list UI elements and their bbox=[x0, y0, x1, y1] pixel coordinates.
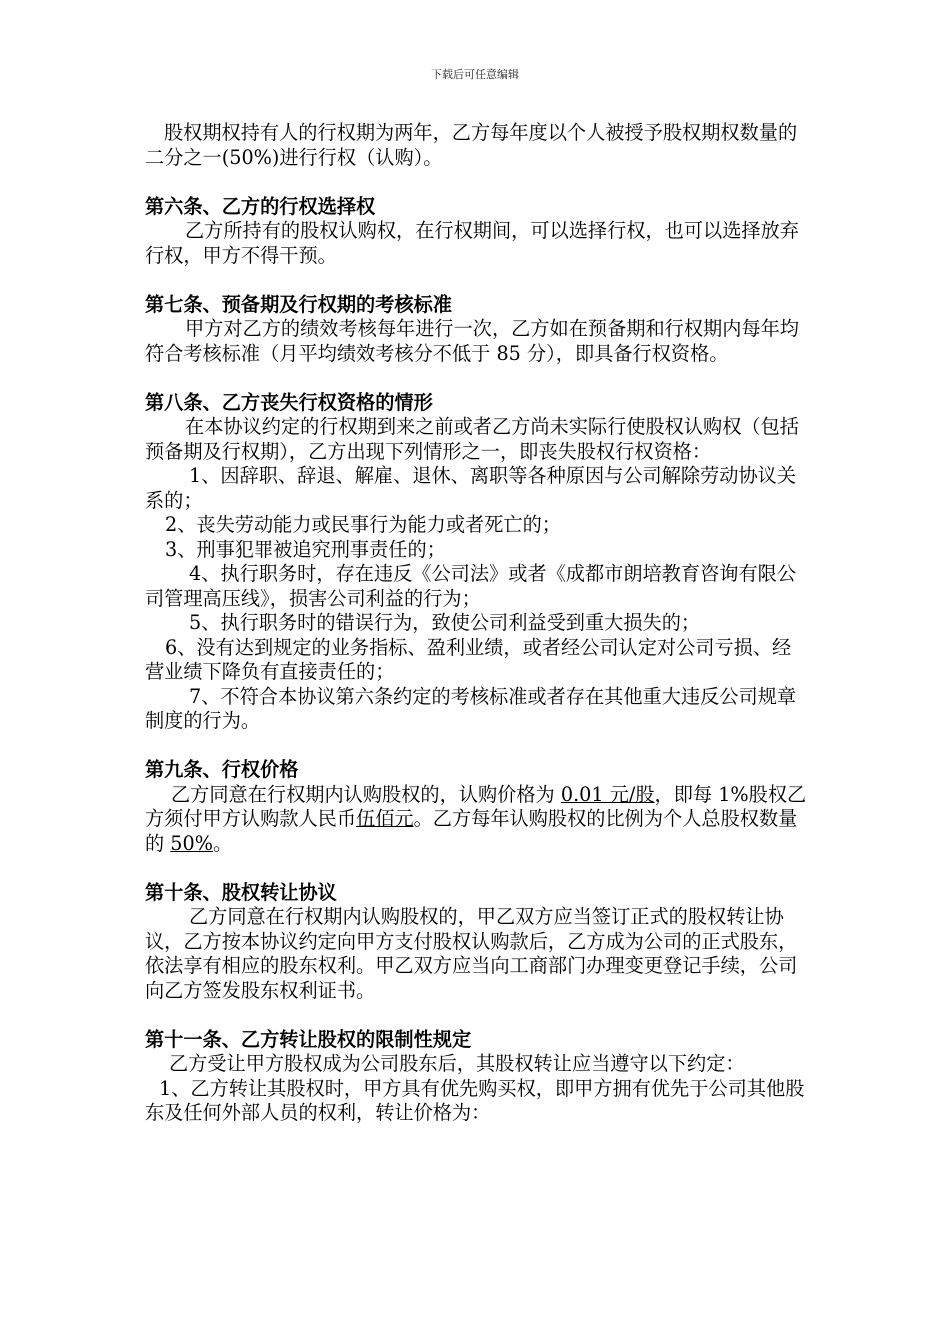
ratio-value: 50% bbox=[170, 831, 213, 855]
price-value: 0.01 元/股 bbox=[560, 782, 655, 806]
article-8-paragraph: 在本协议约定的行权期到来之前或者乙方尚未实际行使股权认购权（包括预备期及行权期），乙方出现下列情形之一，即丧失股权行权资格： bbox=[145, 415, 799, 463]
page-header-note: 下载后可任意编辑 bbox=[431, 68, 519, 81]
article-9-text: 。乙方每年认购股权的比例为个人总股权数量的 bbox=[145, 807, 798, 855]
amount-value: 伍佰元 bbox=[356, 807, 414, 830]
document-body bbox=[145, 121, 807, 1126]
article-9-title: 第九条、行权价格 bbox=[145, 758, 299, 781]
list-item: 3、刑事犯罪被追究刑事责任的； bbox=[165, 537, 446, 561]
article-8-title: 第八条、乙方丧失行权资格的情形 bbox=[145, 390, 433, 414]
article-9-paragraph bbox=[145, 783, 807, 857]
list-item: 1、因辞职、辞退、解雇、退休、离职等各种原因与公司解除劳动协议关系的； bbox=[145, 464, 797, 512]
article-7-title: 第七条、预备期及行权期的考核标准 bbox=[145, 292, 452, 316]
article-6-paragraph: 乙方所持有的股权认购权，在行权期间，可以选择行权，也可以选择放弃行权，甲方不得干预。 bbox=[145, 219, 799, 267]
article-9-text: 。 bbox=[212, 831, 233, 855]
list-item: 2、丧失劳动能力或民事行为能力或者死亡的； bbox=[165, 513, 561, 536]
article-9-text: 乙方同意在行权期内认购股权的，认购价格为 bbox=[171, 782, 561, 806]
article-11-paragraph: 乙方受让甲方股权成为公司股东后，其股权转让应当遵守以下约定： bbox=[169, 1052, 745, 1075]
article-11-item: 1、乙方转让其股权时，甲方具有优先购买权，即甲方拥有优先于公司其他股东及任何外部人员的权利，转让价格为： bbox=[145, 1076, 805, 1124]
article-10-title: 第十条、股权转让协议 bbox=[145, 880, 337, 904]
list-item: 4、执行职务时，存在违反《公司法》或者《成都市朗培教育咨询有限公司管理高压线》，损害公司利益的行为； bbox=[145, 562, 797, 610]
article-10-paragraph: 乙方同意在行权期内认购股权的，甲乙双方应当签订正式的股权转让协议，乙方按本协议约定向甲方支付股权认购款后，乙方成为公司的正式股东，依法享有相应的股东权利。甲乙双方应当向工商部门办理变更登记手续，公司向乙方签发股东权利证书。 bbox=[145, 905, 798, 1002]
list-item: 5、执行职务时的错误行为，致使公司利益受到重大损失的； bbox=[189, 611, 701, 634]
list-item: 7、不符合本协议第六条约定的考核标准或者存在其他重大违反公司规章制度的行为。 bbox=[145, 684, 797, 732]
article-7-paragraph: 甲方对乙方的绩效考核每年进行一次，乙方如在预备期和行权期内每年均符合考核标准（月平均绩效考核分不低于 85 分），即具备行权资格。 bbox=[145, 317, 799, 365]
article-6-title: 第六条、乙方的行权选择权 bbox=[145, 194, 376, 218]
list-item: 6、没有达到规定的业务指标、盈利业绩，或者经公司认定对公司亏损、经营业绩下降负有直接责任的； bbox=[145, 635, 792, 683]
article-11-title: 第十一条、乙方转让股权的限制性规定 bbox=[145, 1027, 472, 1051]
article-9-text: ，即每 1%股权乙方须付甲方认购款人民币 bbox=[145, 782, 807, 830]
intro-paragraph: 股权期权持有人的行权期为两年，乙方每年度以个人被授予股权期权数量的二分之一(50%)进行行权（认购）。 bbox=[145, 121, 798, 169]
